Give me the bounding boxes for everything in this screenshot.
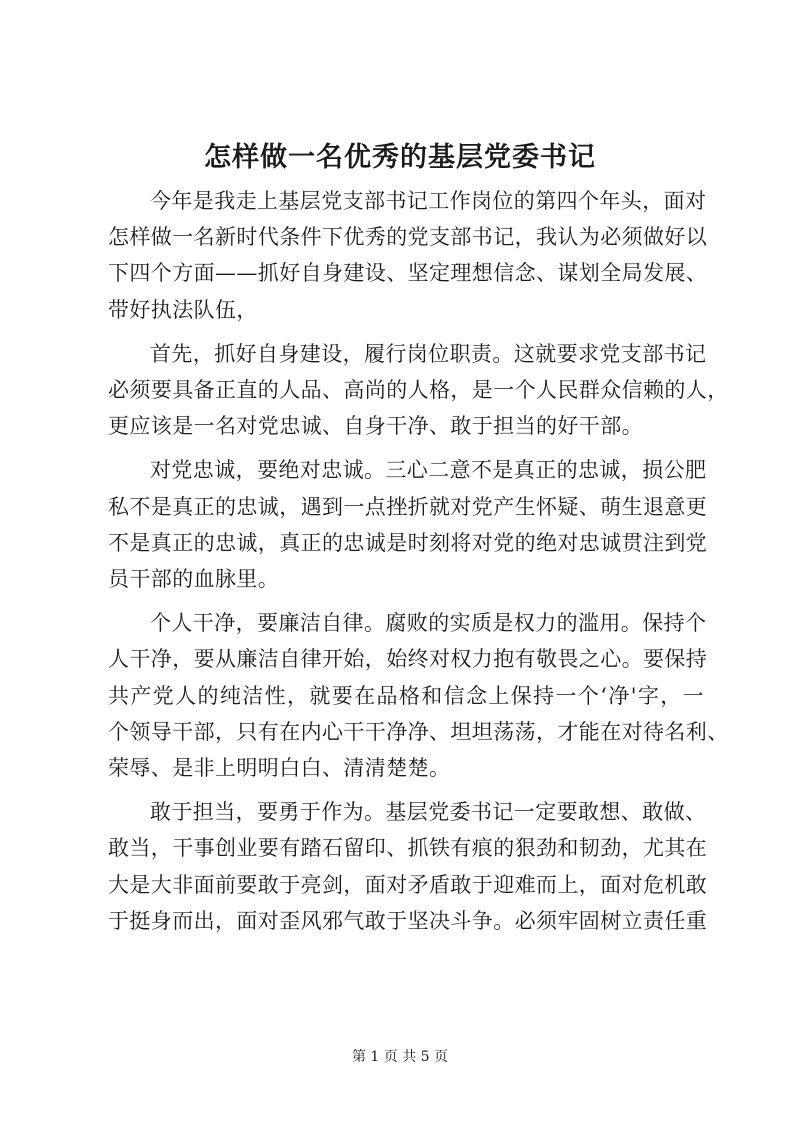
text-line: 共产党人的纯洁性，就要在品格和信念上保持一个‘净'字，一 [108, 683, 704, 708]
paragraph-5 [108, 794, 708, 939]
text-line: 私不是真正的忠诚，遇到一点挫折就对党产生怀疑、萌生退意更 [108, 494, 708, 519]
text-line: 带好执法队伍， [108, 297, 258, 322]
page-footer: 第 1 页 共 5 页 [351, 1049, 449, 1065]
text-line: 下四个方面——抓好自身建设、坚定理想信念、谋划全局发展、 [108, 261, 708, 286]
paragraph-1 [108, 183, 708, 328]
paragraph-3 [108, 452, 708, 597]
text-line: 荣辱、是非上明明白白、清清楚楚。 [108, 756, 451, 781]
text-line: 个领导干部，只有在内心干干净净、坦坦荡荡，才能在对待名利、 [108, 719, 729, 744]
document-title: 怎样做一名优秀的基层党委书记 [204, 142, 596, 173]
text-line: 个人干净，要廉洁自律。腐败的实质是权力的滥用。保持个 [150, 611, 707, 636]
text-line: 怎样做一名新时代条件下优秀的党支部书记，我认为必须做好以 [108, 225, 708, 250]
text-line: 大是大非面前要敢于亮剑，面对矛盾敢于迎难而上，面对危机敢 [108, 872, 708, 897]
text-line: 于挺身而出，面对歪风邪气敢于坚决斗争。必须牢固树立责任重 [108, 908, 708, 933]
paragraph-4 [108, 605, 729, 786]
text-line: 敢于担当，要勇于作为。基层党委书记一定要敢想、敢做、 [150, 800, 707, 825]
text-line: 必须要具备正直的人品、高尚的人格，是一个人民群众信赖的人， [108, 378, 729, 403]
document-body [108, 183, 729, 947]
text-line: 员干部的血脉里。 [108, 567, 280, 592]
text-line: 更应该是一名对党忠诚、自身干净、敢于担当的好干部。 [108, 414, 643, 439]
text-line: 不是真正的忠诚，真正的忠诚是时刻将对党的绝对忠诚贯注到党 [108, 530, 708, 555]
text-line: 今年是我走上基层党支部书记工作岗位的第四个年头，面对 [150, 189, 707, 213]
text-line: 敢当，干事创业要有踏石留印、抓铁有痕的狠劲和韧劲，尤其在 [108, 836, 708, 861]
text-line: 人干净，要从廉洁自律开始，始终对权力抱有敬畏之心。要保持 [108, 647, 708, 672]
text-line: 首先，抓好自身建设，履行岗位职责。这就要求党支部书记 [150, 341, 707, 366]
paragraph-2 [108, 336, 729, 445]
text-line: 对党忠诚，要绝对忠诚。三心二意不是真正的忠诚，损公肥 [150, 458, 707, 483]
